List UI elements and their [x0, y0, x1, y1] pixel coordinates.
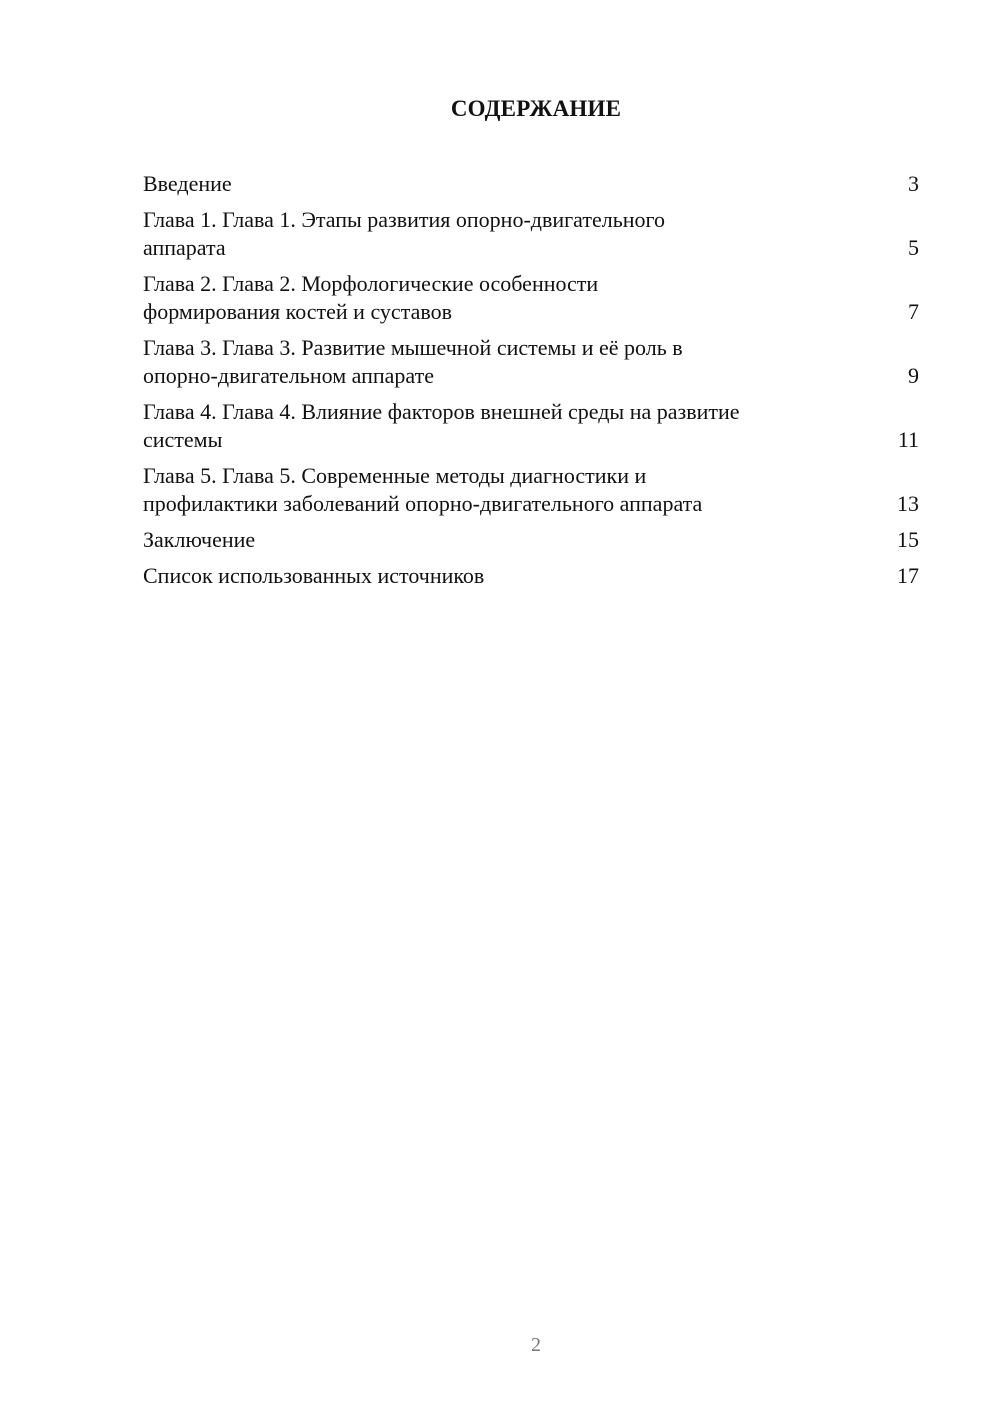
toc-entry-page: 5 — [908, 235, 919, 260]
toc-entry-label: Глава 2. Глава 2. Морфологические особенности формирования костей и суставов — [143, 271, 599, 324]
toc-entry-chapter-4[interactable] — [143, 398, 919, 454]
toc-entry-label: Заключение — [143, 527, 256, 552]
toc-entry-page: 17 — [897, 563, 919, 588]
toc-entry-label: Глава 1. Глава 1. Этапы развития опорно-двигательного аппарата — [143, 207, 665, 260]
toc-entry-introduction[interactable] — [143, 170, 919, 198]
toc-entry-page: 9 — [908, 363, 919, 388]
toc-entry-chapter-5[interactable] — [143, 462, 919, 518]
toc-entry-chapter-2[interactable] — [143, 270, 919, 326]
toc-entry-label: Глава 4. Глава 4. Влияние факторов внешней среды на развитие системы — [143, 399, 740, 452]
toc-entry-page: 3 — [908, 171, 919, 196]
toc-entry-label: Глава 5. Глава 5. Современные методы диагностики и профилактики заболеваний опорно-двигательного аппарата — [143, 463, 703, 516]
table-of-contents — [143, 170, 919, 598]
toc-entry-chapter-3[interactable] — [143, 334, 919, 390]
toc-entry-page: 7 — [908, 299, 919, 324]
toc-entry-label: Введение — [143, 171, 232, 196]
toc-entry-conclusion[interactable] — [143, 526, 919, 554]
toc-entry-references[interactable] — [143, 562, 919, 590]
page-number: 2 — [531, 1334, 541, 1356]
toc-entry-page: 15 — [897, 527, 919, 552]
toc-entry-page: 13 — [897, 491, 919, 516]
toc-entry-page: 11 — [897, 427, 919, 452]
toc-title: СОДЕРЖАНИЕ — [450, 96, 622, 121]
toc-entry-label: Глава 3. Глава 3. Развитие мышечной системы и её роль в опорно-двигательном аппарате — [143, 335, 683, 388]
toc-entry-chapter-1[interactable] — [143, 206, 919, 262]
toc-entry-label: Список использованных источников — [143, 563, 485, 588]
